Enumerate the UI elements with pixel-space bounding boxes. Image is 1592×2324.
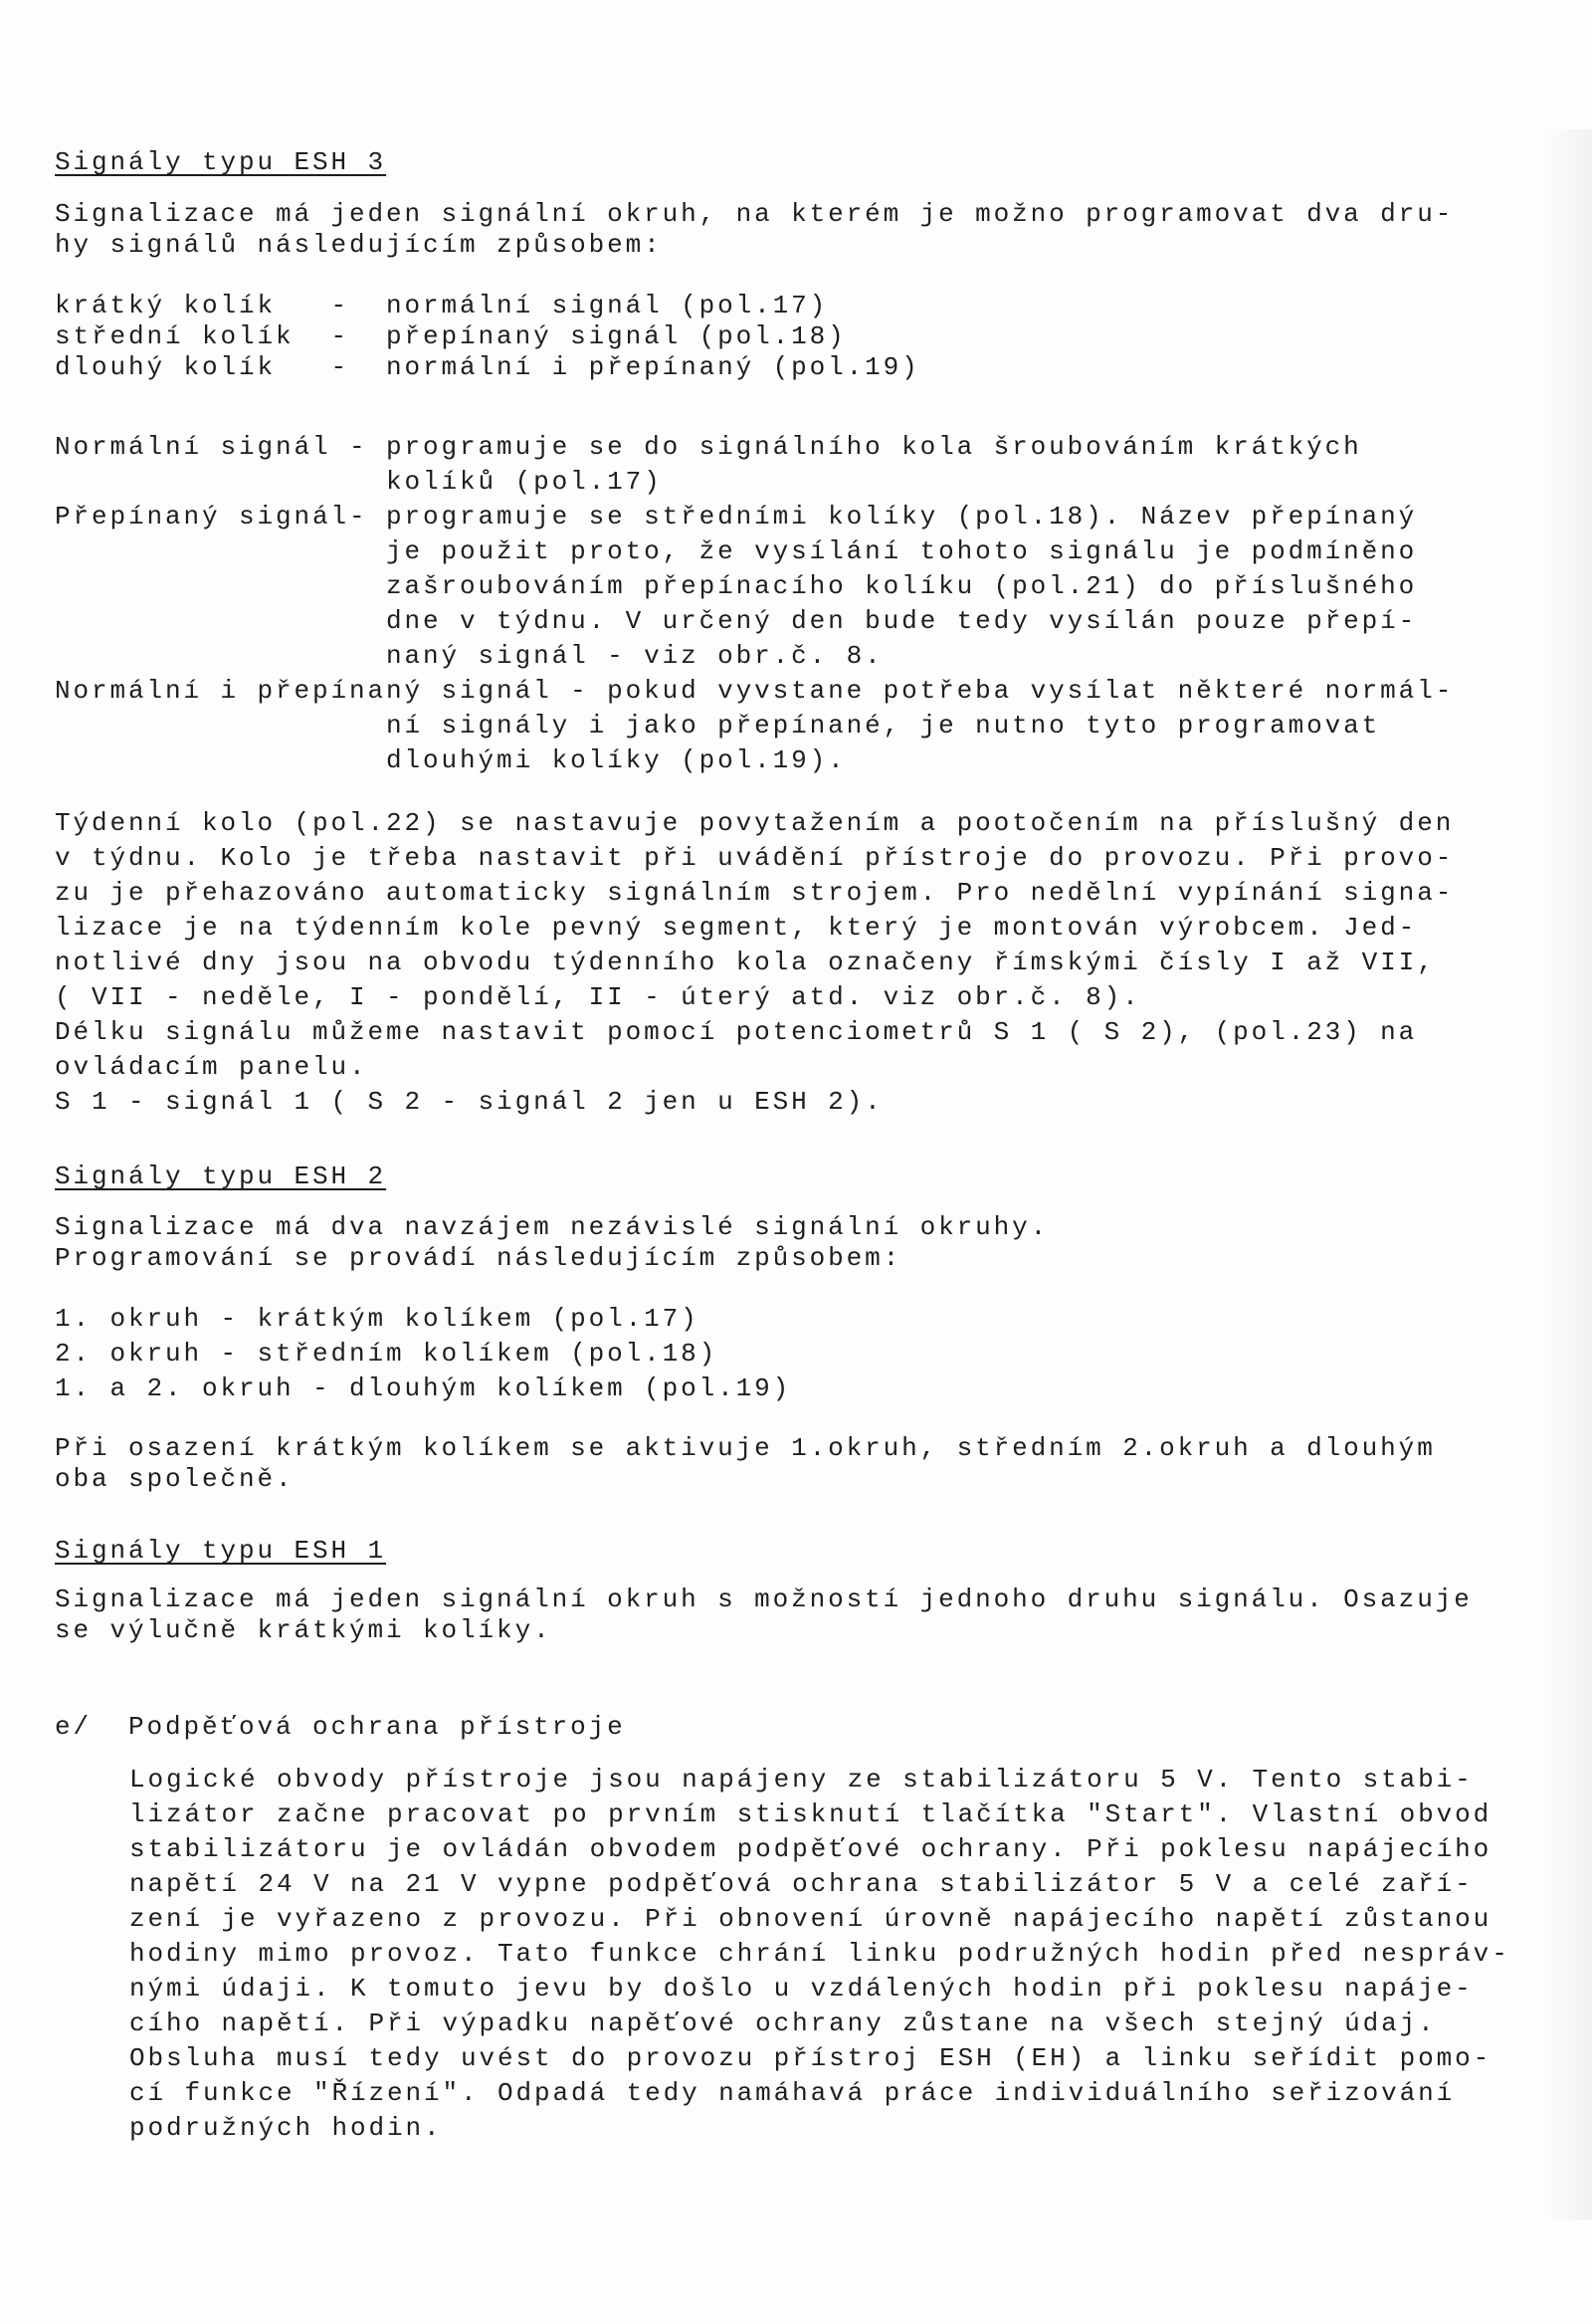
text-line: 1. a 2. okruh - dlouhým kolíkem (pol.19) — [55, 1373, 792, 1403]
text-line: cího napětí. Při výpadku napěťové ochrany zůstane na všech stejný údaj. — [129, 2008, 1437, 2038]
esh3-weekly-wheel-text — [55, 806, 1454, 1120]
esh2-pin-list — [55, 1302, 791, 1406]
heading-esh1: Signály typu ESH 1 — [55, 1536, 387, 1566]
text-line: zení je vyřazeno z provozu. Při obnovení úrovně napájecího napětí zůstanou — [129, 1904, 1492, 1934]
text-line: je použit proto, že vysílání tohoto signálu je podmíněno — [55, 536, 1418, 566]
text-line: hy signálů následujícím způsobem: — [55, 230, 663, 260]
text-line: nými údaji. K tomuto jevu by došlo u vzdálených hodin při poklesu napáje- — [129, 1974, 1474, 2004]
text-line: kolíků (pol.17) — [55, 467, 663, 497]
text-line: Programování se provádí následujícím způsobem: — [55, 1243, 902, 1273]
text-line: zu je přehazováno automaticky signálním strojem. Pro nedělní vypínání signa- — [55, 878, 1455, 908]
text-line: dlouhými kolíky (pol.19). — [55, 745, 847, 775]
scan-edge-shadow — [1544, 129, 1592, 2219]
text-line: zašroubováním přepínacího kolíku (pol.21) do příslušného — [55, 571, 1418, 601]
esh3-pin-list — [55, 291, 920, 383]
text-line: podružných hodin. — [129, 2113, 443, 2143]
text-line: lizátor začne pracovat po prvním stisknutí tlačítka "Start". Vlastní obvod — [129, 1799, 1492, 1829]
text-line: napětí 24 V na 21 V vypne podpěťová ochrana stabilizátor 5 V a celé zaří- — [129, 1869, 1474, 1899]
text-line: Signalizace má jeden signální okruh s možností jednoho druhu signálu. Osazuje — [55, 1585, 1473, 1614]
text-line: krátký kolík - normální signál (pol.17) — [55, 291, 829, 320]
text-line: naný signál - viz obr.č. 8. — [55, 641, 884, 671]
text-line: ovládacím panelu. — [55, 1052, 368, 1082]
text-line: Signalizace má jeden signální okruh, na kterém je možno programovat dva dru- — [55, 199, 1455, 229]
heading-esh2: Signály typu ESH 2 — [55, 1162, 387, 1191]
text-line: Normální signál - programuje se do signálního kola šroubováním krátkých — [55, 432, 1362, 462]
text-line: cí funkce "Řízení". Odpadá tedy namáhavá práce individuálního seřizování — [129, 2078, 1456, 2108]
esh3-signal-definitions — [55, 430, 1454, 778]
undervoltage-protection-body — [129, 1762, 1510, 2145]
text-line: Při osazení krátkým kolíkem se aktivuje 1.okruh, středním 2.okruh a dlouhým — [55, 1433, 1436, 1463]
text-line: v týdnu. Kolo je třeba nastavit při uvádění přístroje do provozu. Při provo- — [55, 843, 1455, 873]
text-line: stabilizátoru je ovládán obvodem podpěťové ochrany. Při poklesu napájecího — [129, 1834, 1492, 1864]
esh2-intro — [55, 1212, 1049, 1274]
esh2-note — [55, 1433, 1436, 1495]
text-line: střední kolík - přepínaný signál (pol.18) — [55, 321, 847, 351]
text-line: 2. okruh - středním kolíkem (pol.18) — [55, 1339, 718, 1369]
text-line: dne v týdnu. V určený den bude tedy vysílán pouze přepí- — [55, 606, 1418, 636]
text-line: Signalizace má dva navzájem nezávislé signální okruhy. — [55, 1212, 1050, 1242]
text-line: oba společně. — [55, 1464, 295, 1494]
text-line: Týdenní kolo (pol.22) se nastavuje povytažením a pootočením na příslušný den — [55, 808, 1455, 838]
text-line: ( VII - neděle, I - pondělí, II - úterý atd. viz obr.č. 8). — [55, 982, 1141, 1012]
text-line: S 1 - signál 1 ( S 2 - signál 2 jen u ESH 2). — [55, 1087, 884, 1117]
text-line: 1. okruh - krátkým kolíkem (pol.17) — [55, 1304, 699, 1334]
heading-esh3: Signály typu ESH 3 — [55, 147, 387, 177]
text-line: Normální i přepínaný signál - pokud vyvstane potřeba vysílat některé normál- — [55, 676, 1455, 706]
heading-undervoltage-protection: e/ Podpěťová ochrana přístroje — [55, 1712, 626, 1742]
text-line: Přepínaný signál- programuje se středními kolíky (pol.18). Název přepínaný — [55, 502, 1418, 531]
text-line: dlouhý kolík - normální i přepínaný (pol.19) — [55, 352, 920, 382]
esh1-intro — [55, 1585, 1473, 1646]
text-line: se výlučně krátkými kolíky. — [55, 1615, 552, 1645]
text-line: ní signály i jako přepínané, je nutno tyto programovat — [55, 711, 1381, 740]
text-line: Délku signálu můžeme nastavit pomocí potenciometrů S 1 ( S 2), (pol.23) na — [55, 1017, 1418, 1047]
text-line: hodiny mimo provoz. Tato funkce chrání linku podružných hodin před nespráv- — [129, 1939, 1510, 1969]
text-line: Obsluha musí tedy uvést do provozu přístroj ESH (EH) a linku seřídit pomo- — [129, 2043, 1492, 2073]
text-line: lizace je na týdenním kole pevný segment, který je montován výrobcem. Jed- — [55, 913, 1418, 943]
text-line: notlivé dny jsou na obvodu týdenního kola označeny římskými čísly I až VII, — [55, 948, 1436, 977]
text-line: Logické obvody přístroje jsou napájeny ze stabilizátoru 5 V. Tento stabi- — [129, 1765, 1474, 1795]
esh3-intro — [55, 199, 1454, 261]
